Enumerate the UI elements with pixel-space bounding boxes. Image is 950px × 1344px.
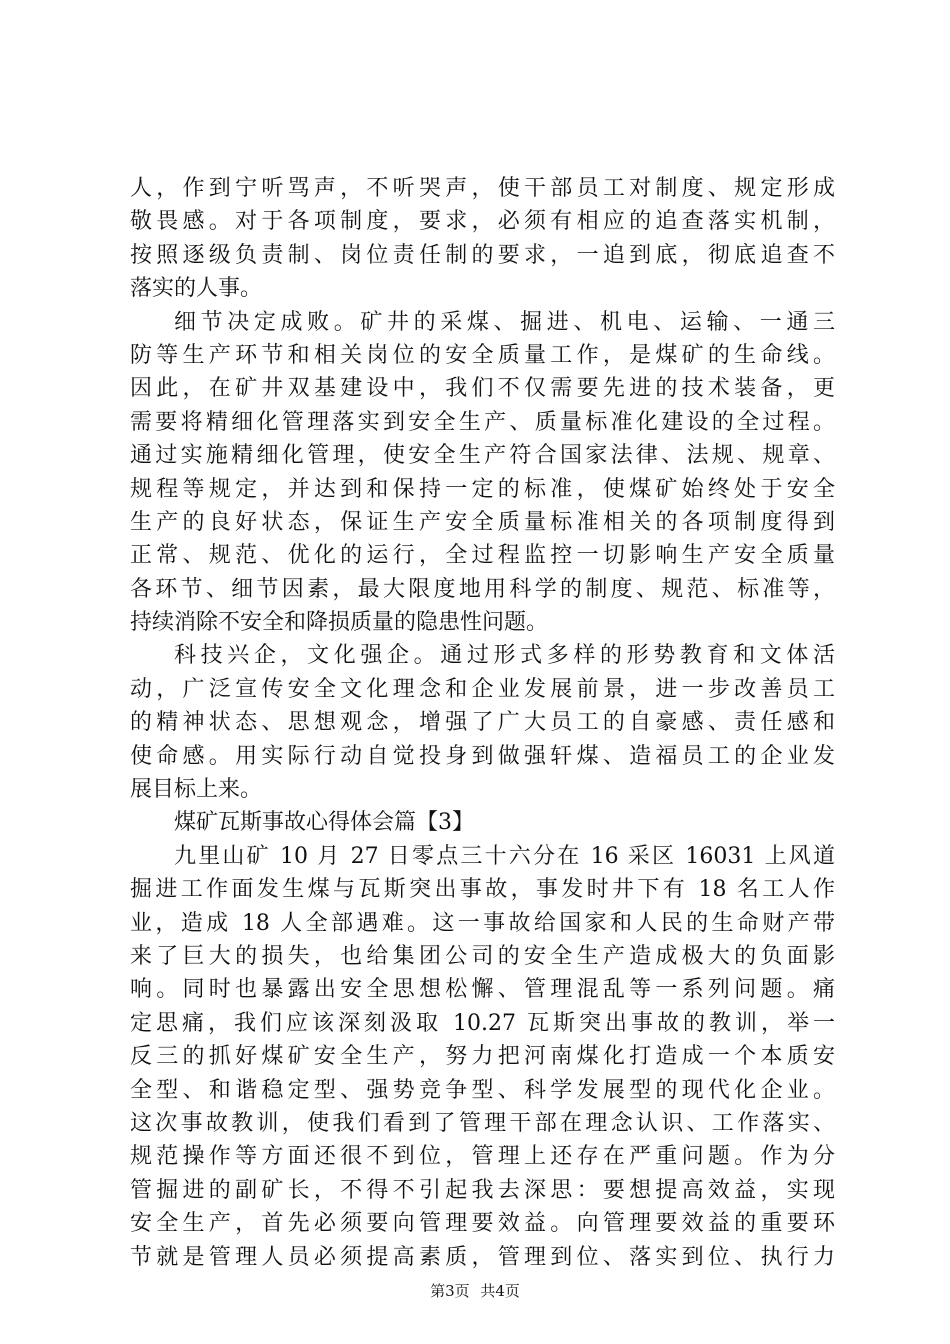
text-line: 细节决定成败。矿井的采煤、掘进、机电、运输、一通三 <box>174 309 835 335</box>
text-line: 持续消除不安全和降损质量的隐患性问题。 <box>130 610 549 636</box>
body-text <box>130 172 835 1274</box>
paragraph <box>130 806 835 839</box>
paragraph <box>130 639 835 806</box>
text-line: 科技兴企，文化强企。通过形式多样的形势教育和文体活 <box>174 643 835 669</box>
text-line: 防等生产环节和相关岗位的安全质量工作，是煤矿的生命线。 <box>130 342 835 368</box>
page-total: 共4页 <box>480 1282 520 1300</box>
paragraph <box>130 172 835 306</box>
text-line: 因此，在矿井双基建设中，我们不仅需要先进的技术装备，更 <box>130 376 835 402</box>
text-line: 全型、和谐稳定型、强势竞争型、科学发展型的现代化企业。 <box>130 1077 835 1103</box>
text-line: 通过实施精细化管理，使安全生产符合国家法律、法规、规章、 <box>130 443 835 469</box>
text-line: 定思痛，我们应该深刻汲取 10.27 瓦斯突出事故的教训，举一 <box>130 1010 835 1036</box>
text-line: 落实的人事。 <box>130 276 263 302</box>
text-line: 展目标上来。 <box>130 777 263 803</box>
text-line: 规程等规定，并达到和保持一定的标准，使煤矿始终处于安全 <box>130 476 835 502</box>
text-line: 煤矿瓦斯事故心得体会篇【3】 <box>174 810 474 836</box>
text-line: 的精神状态、思想观念，增强了广大员工的自豪感、责任感和 <box>130 710 835 736</box>
text-line: 反三的抓好煤矿安全生产，努力把河南煤化打造成一个本质安 <box>130 1044 835 1070</box>
text-line: 管掘进的副矿长，不得不引起我去深思：要想提高效益，实现 <box>130 1177 835 1203</box>
text-line: 需要将精细化管理落实到安全生产、质量标准化建设的全过程。 <box>130 409 835 435</box>
text-line: 响。同时也暴露出安全思想松懈、管理混乱等一系列问题。痛 <box>130 977 835 1003</box>
text-line: 安全生产，首先必须要向管理要效益。向管理要效益的重要环 <box>130 1211 835 1237</box>
text-line: 掘进工作面发生煤与瓦斯突出事故，事发时井下有 18 名工人作 <box>130 877 835 903</box>
paragraph <box>130 306 835 640</box>
text-line: 正常、规范、优化的运行，全过程监控一切影响生产安全质量 <box>130 543 835 569</box>
page-footer <box>0 1281 950 1301</box>
text-line: 使命感。用实际行动自觉投身到做强轩煤、造福员工的企业发 <box>130 743 835 769</box>
paragraph <box>130 840 835 1274</box>
text-line: 人，作到宁听骂声，不听哭声，使干部员工对制度、规定形成 <box>130 176 835 201</box>
text-line: 节就是管理人员必须提高素质，管理到位、落实到位、执行力 <box>130 1244 835 1270</box>
text-line: 按照逐级负责制、岗位责任制的要求，一追到底，彻底追查不 <box>130 242 835 268</box>
text-line: 来了巨大的损失，也给集团公司的安全生产造成极大的负面影 <box>130 943 835 969</box>
text-line: 规范操作等方面还很不到位，管理上还存在严重问题。作为分 <box>130 1144 835 1170</box>
text-line: 动，广泛宣传安全文化理念和企业发展前景，进一步改善员工 <box>130 676 835 702</box>
text-line: 生产的良好状态，保证生产安全质量标准相关的各项制度得到 <box>130 509 835 535</box>
text-line: 敬畏感。对于各项制度，要求，必须有相应的追查落实机制， <box>130 209 835 235</box>
text-line: 各环节、细节因素，最大限度地用科学的制度、规范、标准等， <box>130 576 835 602</box>
text-line: 九里山矿 10 月 27 日零点三十六分在 16 采区 16031 上风道 <box>174 843 835 869</box>
text-line: 这次事故教训，使我们看到了管理干部在理念认识、工作落实、 <box>130 1110 835 1136</box>
page-number: 第3页 <box>430 1282 470 1300</box>
text-line: 业，造成 18 人全部遇难。这一事故给国家和人民的生命财产带 <box>130 910 835 936</box>
